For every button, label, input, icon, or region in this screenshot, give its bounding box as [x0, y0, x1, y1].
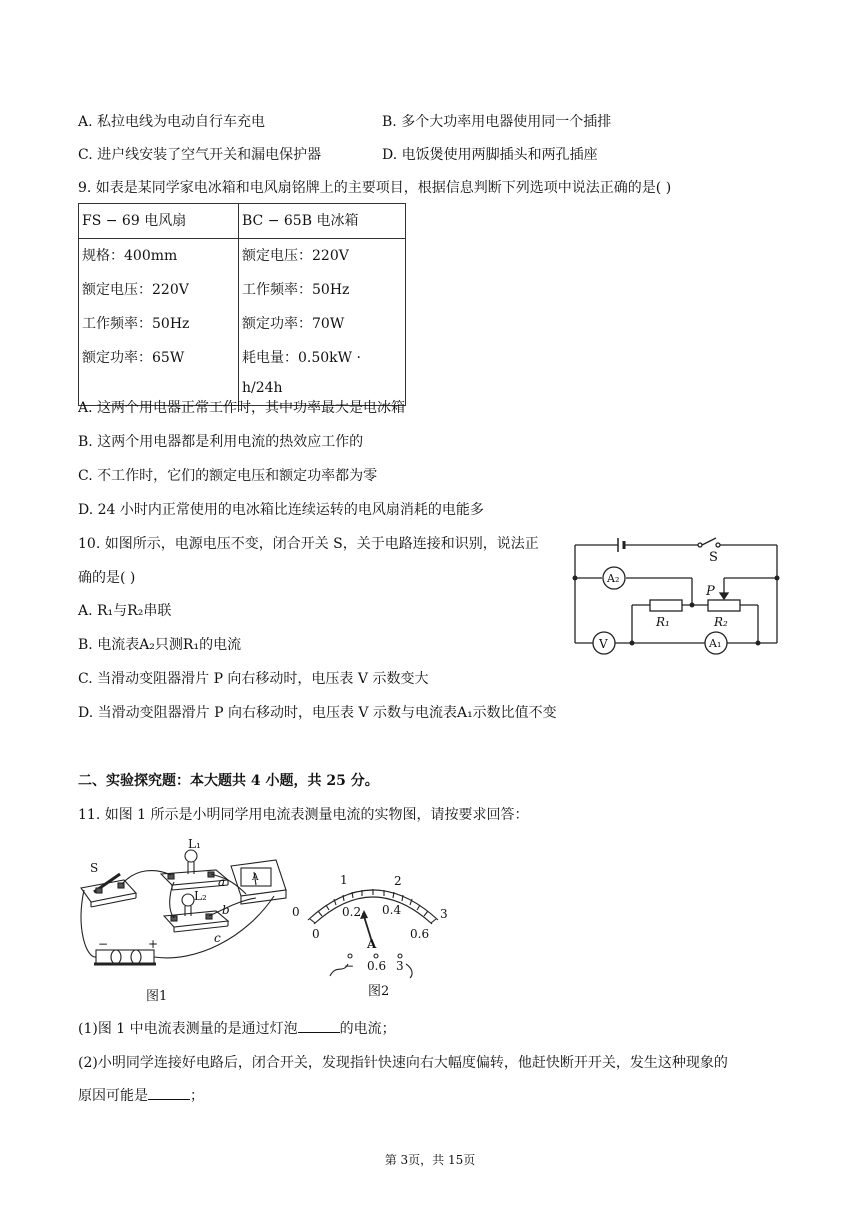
label-a1: A₁ — [709, 637, 722, 650]
q9-option-d: D. 24 小时内正常使用的电冰箱比连续运转的电风扇消耗的电能多 — [78, 502, 484, 518]
fridge-voltage: 额定电压：220V — [239, 239, 406, 274]
upper-scale-2: 2 — [394, 874, 402, 888]
fridge-consumption: 耗电量：0.50kW · h/24h — [239, 341, 406, 406]
q10-stem-line2: 确的是( ) — [78, 570, 136, 586]
label-s: S — [709, 550, 718, 565]
q8-option-d: D. 电饭煲使用两脚插头和两孔插座 — [382, 147, 598, 163]
q11-sub1 — [78, 1019, 396, 1039]
q10-circuit-diagram — [570, 535, 785, 665]
q11-sub1-after: 的电流； — [339, 1021, 396, 1037]
q8-option-b: B. 多个大功率用电器使用同一个插排 — [382, 114, 612, 130]
dial-unit: A — [367, 937, 377, 951]
slider-arrow — [720, 593, 728, 599]
fridge-power: 额定功率：70W — [239, 307, 406, 341]
q11-sub2-before: 原因可能是 — [78, 1088, 148, 1104]
upper-scale-1: 1 — [340, 873, 348, 887]
fan-voltage: 额定电压：220V — [79, 273, 239, 307]
terminal-wire-right — [406, 964, 412, 978]
q11-sub2-line2 — [78, 1086, 204, 1106]
q11-figure2 — [288, 868, 458, 1003]
q10-option-b: B. 电流表A₂只测R₁的电流 — [78, 637, 242, 653]
fig1-caption: 图1 — [146, 989, 168, 1004]
terminal-minus: − — [344, 959, 355, 973]
q10-stem-line1: 10. 如图所示，电源电压不变，闭合开关 S，关于电路连接和识别，说法正 — [78, 536, 539, 552]
q11-sub2-after: ； — [190, 1088, 204, 1104]
lamp-l2-bulb — [182, 894, 194, 906]
q10-option-d: D. 当滑动变阻器滑片 P 向右移动时，电压表 V 示数与电流表A₁示数比值不变 — [78, 705, 557, 721]
fig1-label-l1: L₁ — [188, 838, 201, 851]
q11-sub1-blank[interactable] — [298, 1020, 340, 1033]
lower-scale-06: 0.6 — [410, 927, 430, 941]
q11-sub1-before: (1)图 1 中电流表测量的是通过灯泡 — [78, 1021, 298, 1037]
fig1-label-minus: − — [98, 937, 109, 951]
fig1-meter-letter: A — [252, 873, 259, 883]
fig1-label-a: a — [218, 875, 226, 889]
fig2-caption: 图2 — [368, 984, 390, 999]
lower-scale-04: 0.4 — [382, 903, 402, 917]
q10-option-c: C. 当滑动变阻器滑片 P 向右移动时，电压表 V 示数变大 — [78, 671, 429, 687]
q9-option-c: C. 不工作时，它们的额定电压和额定功率都为零 — [78, 468, 378, 484]
fig1-label-c: c — [214, 931, 221, 945]
label-p: P — [706, 584, 715, 599]
fan-frequency: 工作频率：50Hz — [79, 307, 239, 341]
q9-option-b: B. 这两个用电器都是利用电流的热效应工作的 — [78, 434, 364, 450]
fan-power: 额定功率：65W — [79, 341, 239, 406]
nameplate-table — [78, 203, 406, 406]
section2-heading: 二、实验探究题：本大题共 4 小题，共 25 分。 — [78, 773, 379, 789]
switch-blade — [702, 538, 716, 545]
fridge-model: BC − 65B 电冰箱 — [239, 204, 406, 239]
label-a2: A₂ — [607, 572, 620, 585]
lower-scale-0: 0 — [312, 927, 320, 941]
fig1-label-plus: + — [148, 937, 159, 951]
resistor-r1 — [650, 600, 682, 611]
fridge-frequency: 工作频率：50Hz — [239, 273, 406, 307]
terminal-3: 3 — [396, 959, 404, 973]
q11-figure1 — [76, 838, 296, 1008]
label-r1: R₁ — [656, 615, 670, 629]
q11-sub2-blank[interactable] — [148, 1087, 190, 1100]
resistor-r2 — [708, 600, 740, 611]
terminal-06: 0.6 — [367, 959, 387, 973]
page-footer: 第 3页，共 15页 — [384, 1153, 476, 1167]
q11-stem: 11. 如图 1 所示是小明同学用电流表测量电流的实物图，请按要求回答： — [78, 807, 529, 823]
label-v: V — [599, 637, 608, 651]
dial-ticks — [310, 889, 436, 923]
fig1-label-s: S — [90, 861, 99, 875]
lower-scale-02: 0.2 — [342, 905, 362, 919]
battery-holder — [96, 950, 154, 964]
q9-stem: 9. 如表是某同学家电冰箱和电风扇铭牌上的主要项目，根据信息判断下列选项中说法正确的是( ) — [78, 180, 672, 196]
q11-sub2-line1: (2)小明同学连接好电路后，闭合开关，发现指针快速向右大幅度偏转，他赶快断开开关，发生这种现象的 — [78, 1055, 728, 1071]
fig1-label-b: b — [222, 903, 230, 917]
label-r2: R₂ — [714, 615, 728, 629]
q9-option-a: A. 这两个用电器正常工作时，其中功率最大是电冰箱 — [78, 400, 406, 416]
dial-arc-inner — [314, 897, 432, 924]
upper-scale-0: 0 — [292, 905, 300, 919]
q8-option-a: A. 私拉电线为电动自行车充电 — [78, 114, 266, 130]
lamp-l1-bulb — [185, 850, 197, 862]
upper-scale-3: 3 — [440, 907, 448, 921]
fan-model: FS − 69 电风扇 — [79, 204, 239, 239]
fan-size: 规格：400mm — [79, 239, 239, 274]
q8-option-c: C. 进户线安装了空气开关和漏电保护器 — [78, 147, 322, 163]
q10-option-a: A. R₁与R₂串联 — [78, 603, 172, 619]
fig1-label-l2: L₂ — [194, 889, 207, 903]
